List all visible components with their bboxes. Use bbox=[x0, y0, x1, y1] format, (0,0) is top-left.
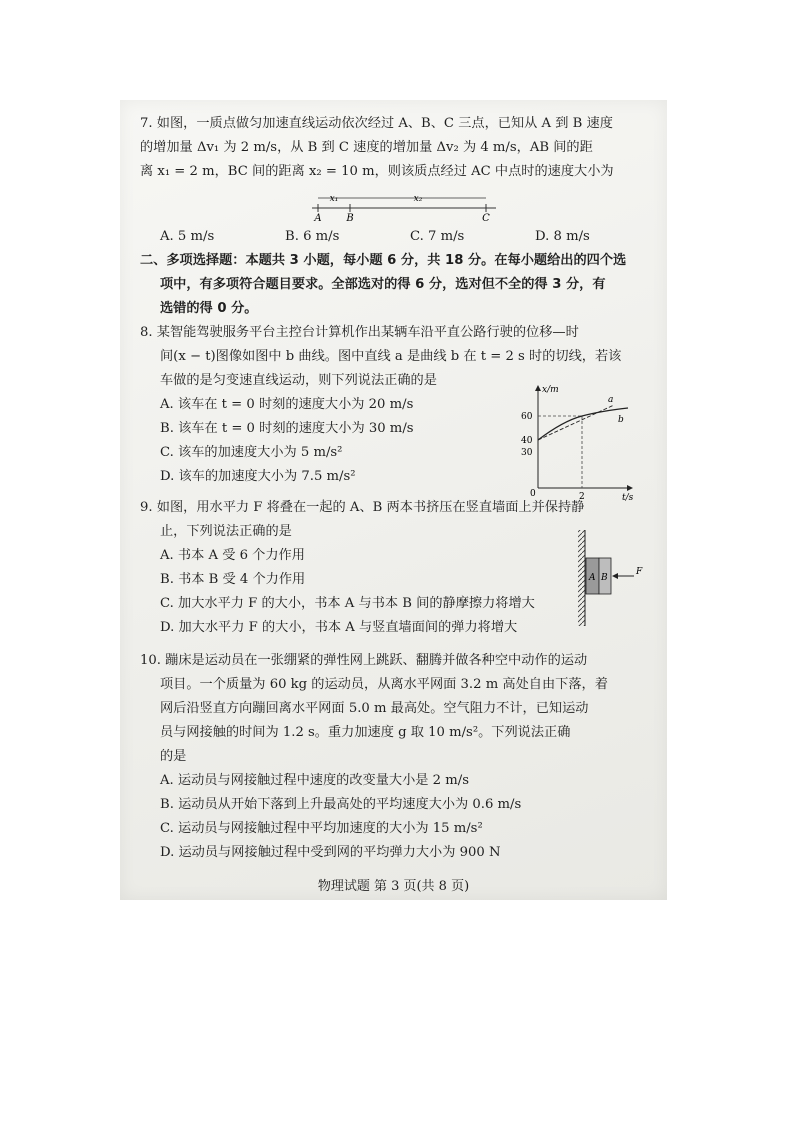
q8-ytick-30: 30 bbox=[521, 448, 533, 458]
q8-line-2: 间(x − t)图像如图中 b 曲线。图中直线 a 是曲线 b 在 t = 2 s 时的切线，若该 bbox=[160, 349, 622, 364]
q8-x-axis-label: t/s bbox=[622, 493, 634, 502]
q8-ytick-40: 40 bbox=[521, 436, 533, 446]
q8-xtick-2: 2 bbox=[579, 492, 585, 502]
exam-page-photo bbox=[120, 100, 667, 900]
q9-line-2: 止，下列说法正确的是 bbox=[160, 524, 292, 539]
section2-line-2: 项中，有多项符合题目要求。全部选对的得 6 分，选对但不全的得 3 分，有 bbox=[160, 277, 606, 292]
q10-line-2: 项目。一个质量为 60 kg 的运动员，从离水平网面 3.2 m 高处自由下落，着 bbox=[160, 677, 608, 692]
q10-line-3: 网后沿竖直方向蹦回离水平网面 5.0 m 最高处。空气阻力不计，已知运动 bbox=[160, 701, 589, 716]
q7-point-b: B bbox=[346, 213, 354, 222]
q9-force-label: F bbox=[636, 567, 643, 577]
q7-motion-diagram bbox=[310, 192, 500, 222]
q7-line-3: 离 x₁ = 2 m，BC 间的距离 x₂ = 10 m，则该质点经过 AC 中点时的速度大小为 bbox=[140, 164, 614, 179]
q10-option-a: A. 运动员与网接触过程中速度的改变量大小是 2 m/s bbox=[160, 773, 469, 788]
q9-option-d: D. 加大水平力 F 的大小，书本 A 与竖直墙面间的弹力将增大 bbox=[160, 620, 518, 635]
q8-y-axis-label: x/m bbox=[542, 385, 559, 395]
q9-option-a: A. 书本 A 受 6 个力作用 bbox=[160, 548, 305, 563]
q9-line-1: 9. 如图，用水平力 F 将叠在一起的 A、B 两本书挤压在竖直墙面上并保持静 bbox=[140, 500, 585, 515]
page-footer: 物理试题 第 3 页(共 8 页) bbox=[317, 879, 470, 894]
q8-option-b: B. 该车在 t = 0 时刻的速度大小为 30 m/s bbox=[160, 421, 414, 436]
q7-line-2: 的增加量 Δv₁ 为 2 m/s，从 B 到 C 速度的增加量 Δv₂ 为 4 m/s，AB 间的距 bbox=[140, 140, 593, 155]
q10-option-d: D. 运动员与网接触过程中受到网的平均弹力大小为 900 N bbox=[160, 845, 501, 860]
q9-book-b-label: B bbox=[601, 573, 608, 583]
q9-book-a-label: A bbox=[589, 573, 596, 583]
q10-option-b: B. 运动员从开始下落到上升最高处的平均速度大小为 0.6 m/s bbox=[160, 797, 522, 812]
q8-ytick-60: 60 bbox=[521, 412, 533, 422]
q8-origin-label: 0 bbox=[530, 489, 536, 499]
q10-option-c: C. 运动员与网接触过程中平均加速度的大小为 15 m/s² bbox=[160, 821, 483, 836]
q7-x2-label: x₂ bbox=[413, 194, 423, 204]
section2-line-3: 选错的得 0 分。 bbox=[160, 301, 258, 316]
q9-option-b: B. 书本 B 受 4 个力作用 bbox=[160, 572, 306, 587]
q10-line-4: 员与网接触的时间为 1.2 s。重力加速度 g 取 10 m/s²。下列说法正确 bbox=[160, 725, 571, 740]
q8-curve-a-label: a bbox=[608, 395, 614, 405]
section2-line-1: 二、多项选择题：本题共 3 小题，每小题 6 分，共 18 分。在每小题给出的四个选 bbox=[140, 253, 627, 268]
q7-option-c: C. 7 m/s bbox=[410, 229, 465, 244]
q9-option-c: C. 加大水平力 F 的大小，书本 A 与书本 B 间的静摩擦力将增大 bbox=[160, 596, 535, 611]
q7-point-a: A bbox=[314, 213, 322, 222]
q7-x1-label: x₁ bbox=[329, 194, 339, 204]
q8-option-c: C. 该车的加速度大小为 5 m/s² bbox=[160, 445, 343, 460]
q10-line-1: 10. 蹦床是运动员在一张绷紧的弹性网上跳跃、翻腾并做各种空中动作的运动 bbox=[140, 653, 588, 668]
q8-option-a: A. 该车在 t = 0 时刻的速度大小为 20 m/s bbox=[160, 397, 414, 412]
q8-curve-b-label: b bbox=[618, 415, 624, 425]
q8-xt-graph bbox=[518, 382, 640, 502]
q10-line-5: 的是 bbox=[160, 749, 187, 764]
q7-option-b: B. 6 m/s bbox=[285, 229, 340, 244]
q7-option-d: D. 8 m/s bbox=[535, 229, 590, 244]
q7-point-c: C bbox=[482, 213, 490, 222]
q8-line-3: 车做的是匀变速直线运动，则下列说法正确的是 bbox=[160, 373, 437, 388]
q8-option-d: D. 该车的加速度大小为 7.5 m/s² bbox=[160, 469, 356, 484]
q8-line-1: 8. 某智能驾驶服务平台主控台计算机作出某辆车沿平直公路行驶的位移—时 bbox=[140, 325, 579, 340]
q7-line-1: 7. 如图，一质点做匀加速直线运动依次经过 A、B、C 三点，已知从 A 到 B 速度 bbox=[140, 116, 613, 131]
q9-books-wall-figure bbox=[572, 528, 664, 630]
q7-option-a: A. 5 m/s bbox=[160, 229, 215, 244]
